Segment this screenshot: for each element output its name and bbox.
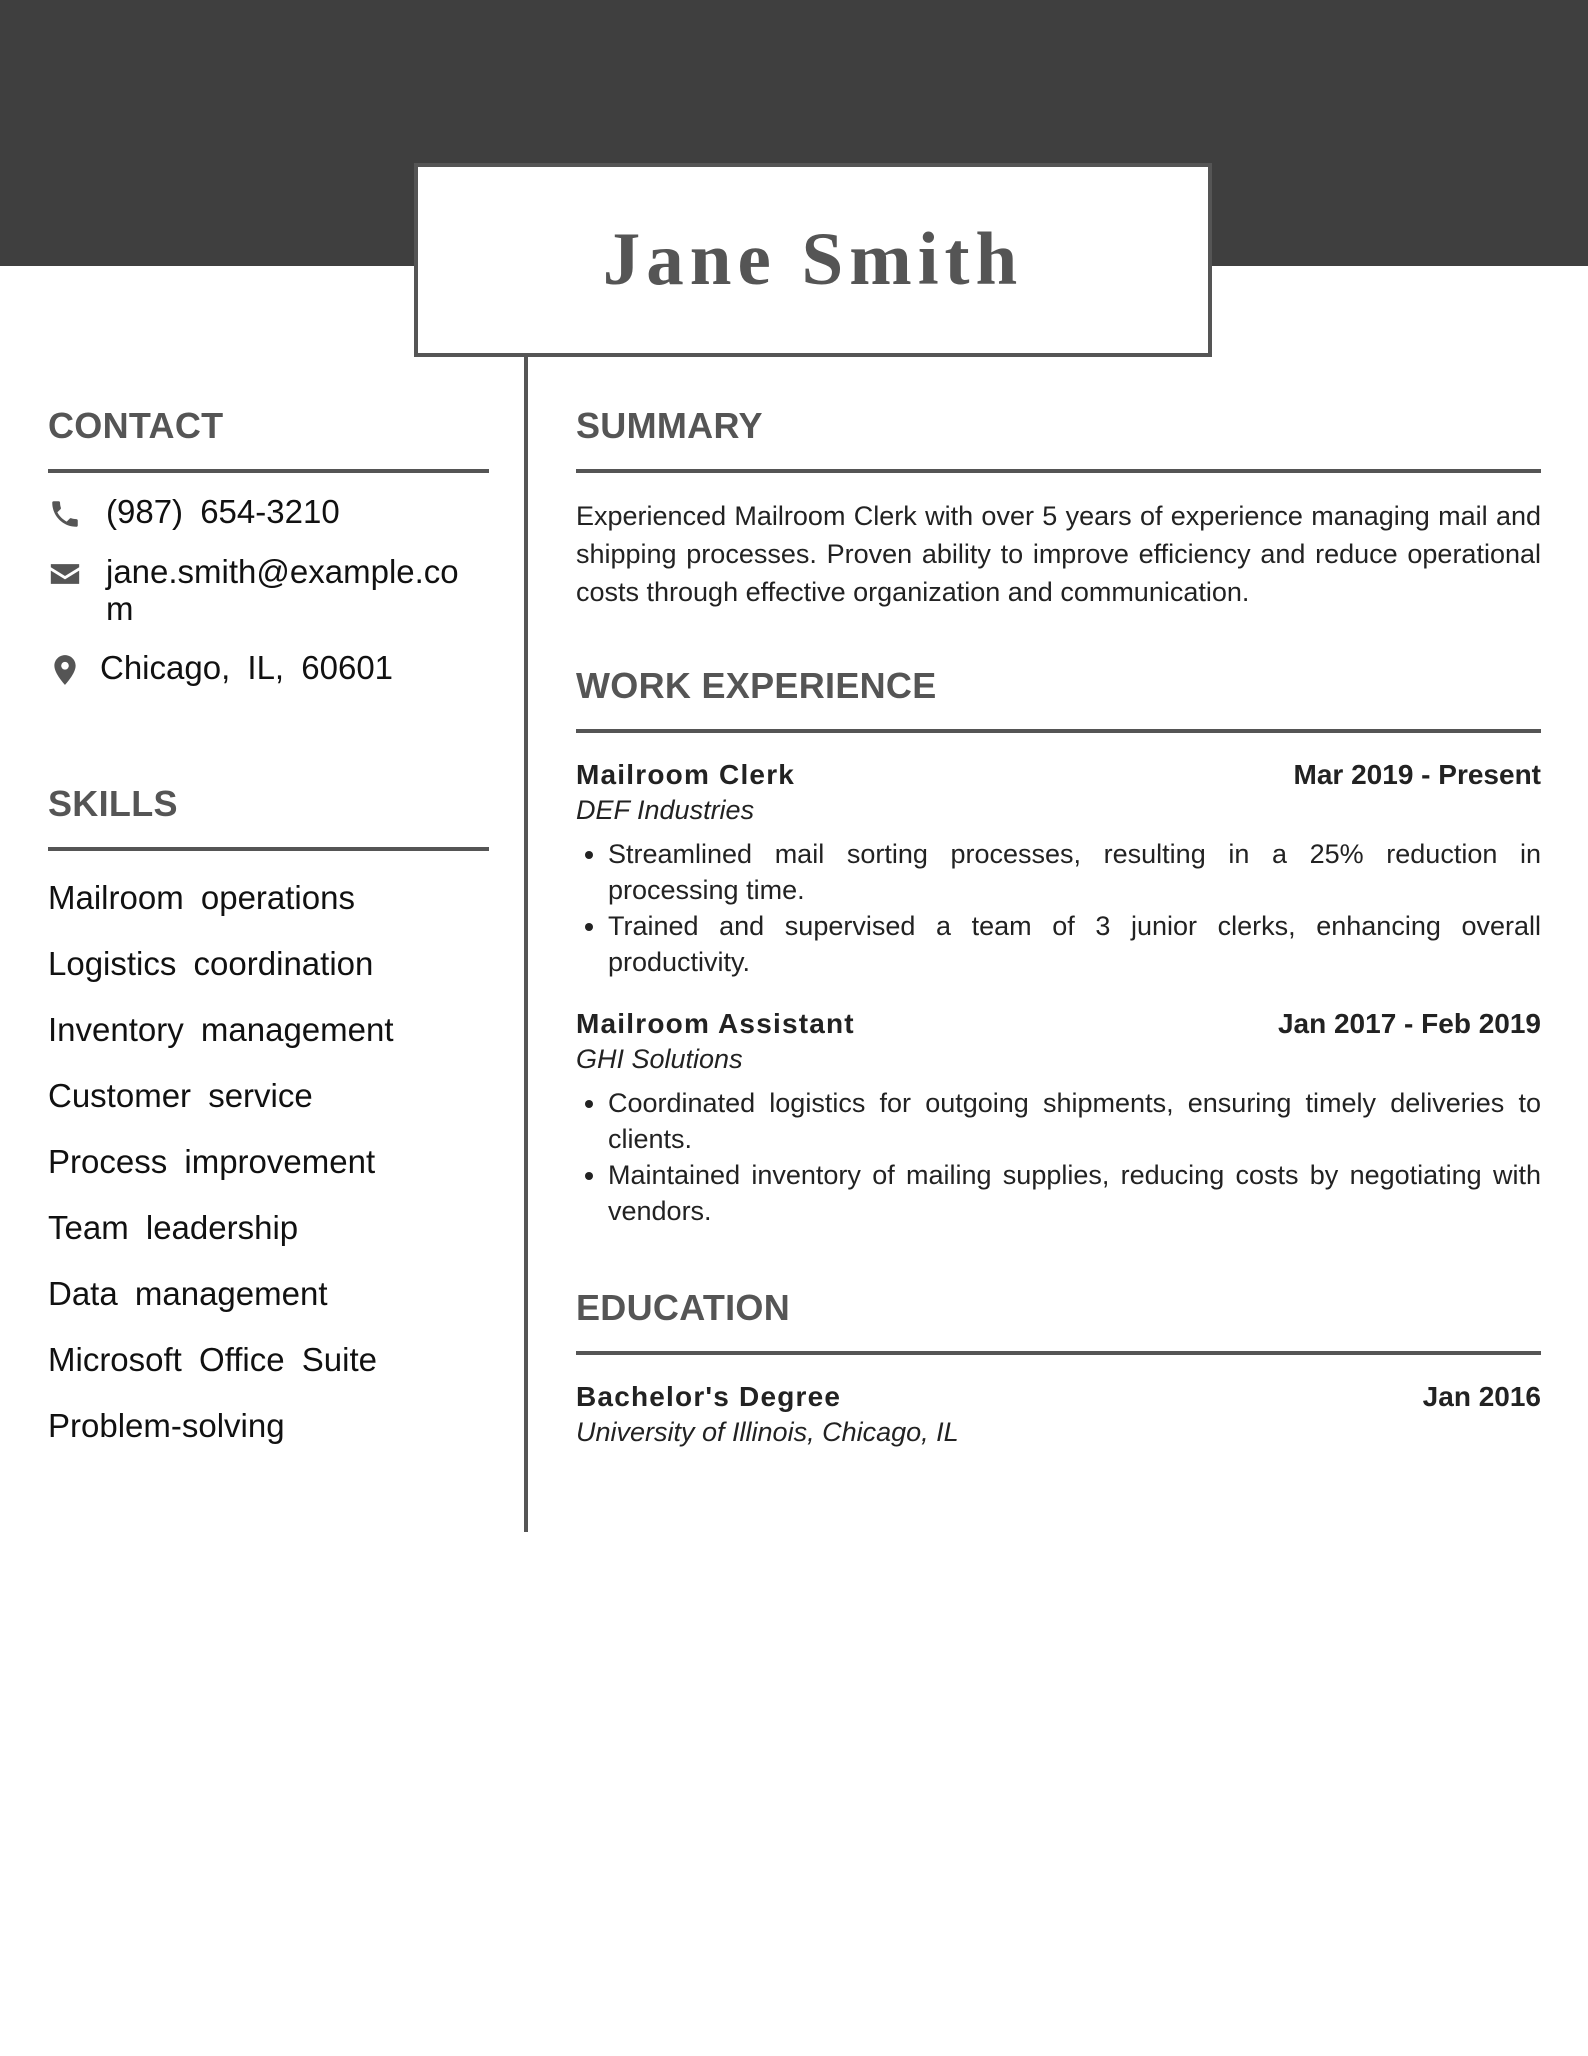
work-section (576, 665, 1541, 1229)
job-dates: Mar 2019 - Present (1293, 759, 1541, 790)
job-entry (576, 1008, 1541, 1229)
skill-item: Team leadership (48, 1209, 299, 1246)
skill-item: Data management (48, 1275, 328, 1312)
job-dates: Jan 2017 - Feb 2019 (1277, 1008, 1541, 1039)
work-heading: WORK EXPERIENCE (576, 665, 1541, 733)
contact-location (48, 649, 489, 687)
job-entry (576, 759, 1541, 980)
job-bullet: • Maintained inventory of mailing supplies, reducing costs by negotiating with vendors. (608, 1157, 1541, 1229)
map-pin-icon (48, 653, 82, 687)
skill-item: Problem-solving (48, 1407, 285, 1444)
skill-item: Mailroom operations (48, 879, 355, 916)
job-title: Mailroom Clerk (576, 759, 796, 790)
job-bullets (576, 836, 1541, 980)
education-section (576, 1287, 1541, 1448)
skill-list (48, 865, 489, 1459)
skill-item: Customer service (48, 1077, 313, 1114)
envelope-icon (48, 557, 82, 591)
education-heading: EDUCATION (576, 1287, 1541, 1355)
skill-item: Inventory management (48, 1011, 394, 1048)
right-column (576, 405, 1541, 1448)
phone-icon (48, 497, 82, 531)
phone-text: (987) 654-3210 (106, 493, 340, 530)
job-company: DEF Industries (576, 795, 755, 825)
job-header (576, 759, 1541, 791)
contact-heading: CONTACT (48, 405, 489, 473)
summary-section (576, 405, 1541, 611)
skill-item: Process improvement (48, 1143, 376, 1180)
job-bullet: • Streamlined mail sorting processes, resulting in a 25% reduction in processing time. (608, 836, 1541, 908)
left-column (48, 405, 489, 1459)
email-text: jane.smith@example.com (106, 553, 459, 627)
job-bullets (576, 1085, 1541, 1229)
contact-phone (48, 493, 489, 531)
education-header (576, 1381, 1541, 1413)
skill-item: Microsoft Office Suite (48, 1341, 378, 1378)
column-divider (524, 357, 528, 1532)
name-box (414, 163, 1212, 357)
summary-text: Experienced Mailroom Clerk with over 5 years of experience managing mail and shipping processes. Proven ability to improve efficiency and reduce operational costs through effective organization and communication. (576, 501, 1541, 607)
education-entry (576, 1381, 1541, 1448)
skills-section (48, 783, 489, 1459)
contact-section (48, 405, 489, 687)
job-bullet: • Trained and supervised a team of 3 junior clerks, enhancing overall productivity. (608, 908, 1541, 980)
contact-email (48, 553, 489, 627)
candidate-name: Jane Smith (602, 218, 1024, 301)
job-header (576, 1008, 1541, 1040)
job-bullet: • Coordinated logistics for outgoing shipments, ensuring timely deliveries to clients. (608, 1085, 1541, 1157)
skills-heading: SKILLS (48, 783, 489, 851)
job-title: Mailroom Assistant (576, 1008, 855, 1039)
school: University of Illinois, Chicago, IL (576, 1417, 959, 1447)
degree: Bachelor's Degree (576, 1381, 842, 1412)
contact-list (48, 493, 489, 687)
job-company: GHI Solutions (576, 1044, 743, 1074)
location-text: Chicago, IL, 60601 (100, 649, 394, 686)
summary-heading: SUMMARY (576, 405, 1541, 473)
education-date: Jan 2016 (1422, 1381, 1541, 1412)
skill-item: Logistics coordination (48, 945, 374, 982)
